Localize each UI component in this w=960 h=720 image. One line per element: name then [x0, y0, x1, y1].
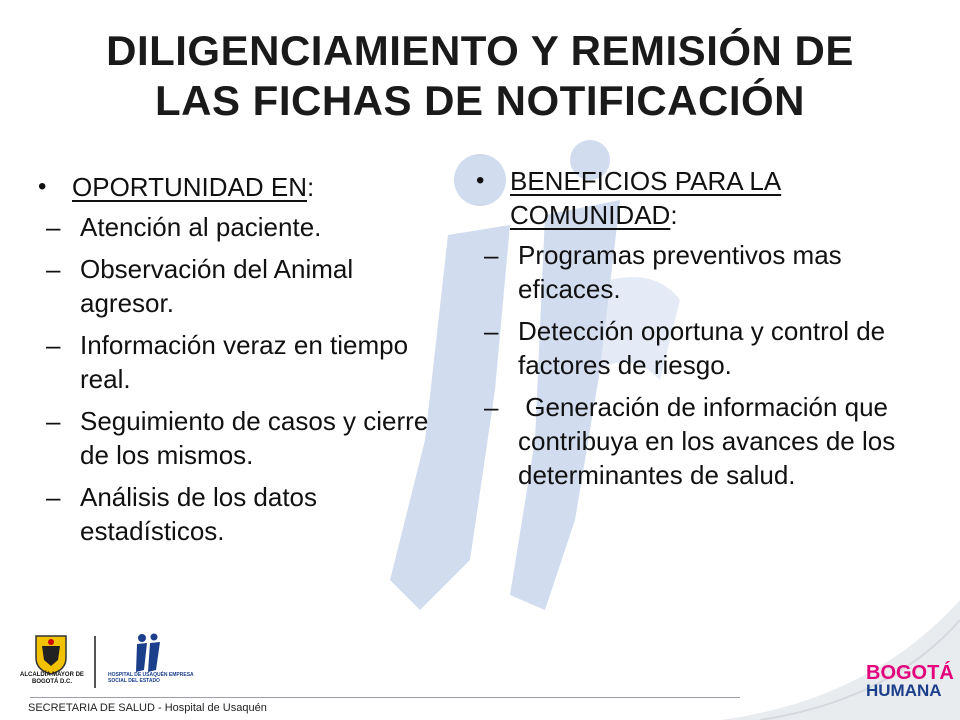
right-heading-bullet: [476, 164, 946, 232]
list-item: [38, 480, 438, 548]
hospital-logo-text: HOSPITAL DE USAQUÉN EMPRESA SOCIAL DEL ESTADO: [108, 672, 194, 684]
brand-line-1: BOGOTÁ: [866, 662, 954, 684]
dash-icon: –: [46, 254, 61, 284]
dash-icon: –: [484, 240, 499, 270]
right-item-2: Detección oportuna y control de factores de riesgo.: [518, 316, 886, 380]
dash-icon: –: [484, 316, 499, 346]
corner-decoration: [720, 600, 960, 720]
list-item: [476, 390, 946, 492]
title-line-2: LAS FICHAS DE NOTIFICACIÓN: [155, 77, 805, 124]
list-item: [38, 252, 438, 320]
right-heading-colon: :: [670, 200, 678, 230]
list-item: [476, 314, 946, 382]
dash-icon: –: [46, 482, 61, 512]
left-heading: [72, 170, 314, 204]
left-item-5: Análisis de los datos estadísticos.: [80, 482, 318, 546]
dash-icon: –: [484, 392, 499, 422]
dash-icon: –: [46, 406, 61, 436]
footer-divider: [30, 697, 740, 698]
list-item: [38, 404, 438, 472]
right-column: [476, 164, 946, 500]
right-heading-text: BENEFICIOS PARA LA COMUNIDAD: [510, 166, 782, 230]
logo-divider: [94, 636, 96, 688]
right-subitems: [476, 238, 946, 492]
dash-icon: –: [46, 330, 61, 360]
left-item-3: Información veraz en tiempo real.: [80, 330, 409, 394]
bogota-humana-logo: [866, 664, 954, 700]
list-item: [476, 238, 946, 306]
alcaldia-logo-text: ALCALDÍA MAYOR DE BOGOTÁ D.C.: [20, 672, 84, 685]
slide-title: [40, 26, 920, 126]
dash-icon: –: [46, 212, 61, 242]
title-line-1: DILIGENCIAMIENTO Y REMISIÓN DE: [106, 27, 854, 74]
left-heading-colon: :: [307, 172, 315, 202]
left-item-1: Atención al paciente.: [80, 212, 322, 242]
right-item-1: Programas preventivos mas eficaces.: [518, 240, 842, 304]
left-item-2: Observación del Animal agresor.: [80, 254, 354, 318]
list-item: [38, 328, 438, 396]
left-column: [38, 170, 438, 556]
bullet-icon: •: [476, 167, 485, 194]
left-heading-text: OPORTUNIDAD EN: [72, 172, 307, 202]
brand-line-2: HUMANA: [866, 681, 942, 700]
right-item-3: Generación de información que contribuya en los avances de los determinantes de salud.: [518, 392, 903, 490]
bullet-icon: •: [38, 173, 47, 200]
left-heading-bullet: [38, 170, 438, 204]
footer-caption: SECRETARIA DE SALUD - Hospital de Usaquén: [28, 702, 267, 714]
list-item: [38, 210, 438, 244]
right-heading: [510, 164, 946, 232]
left-subitems: [38, 210, 438, 548]
left-item-4: Seguimiento de casos y cierre de los mismos.: [80, 406, 429, 470]
